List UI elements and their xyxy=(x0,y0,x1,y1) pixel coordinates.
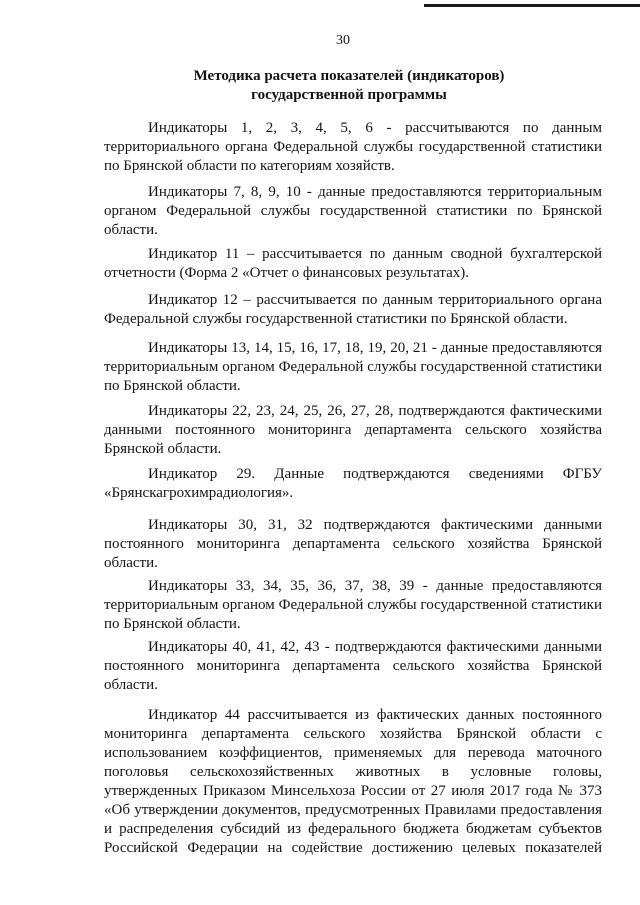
paragraph xyxy=(104,119,602,176)
paragraph-line: по Брянской области. xyxy=(104,378,241,394)
paragraph-line: Индикаторы 1, 2, 3, 4, 5, 6 - рассчитываются по данным xyxy=(148,120,602,136)
paragraph-line: использованием коэффициентов, применяемых для перевода маточного xyxy=(104,745,602,761)
paragraph xyxy=(104,339,602,396)
paragraph-line: утвержденных Приказом Минсельхоза России от 27 июля 2017 года № 373 xyxy=(104,783,602,799)
paragraph-line: области. xyxy=(104,677,158,693)
paragraph-line: Индикатор 44 рассчитывается из фактических данных постоянного xyxy=(148,707,602,723)
paragraph-line: территориального органа Федеральной службы государственной статистики xyxy=(104,139,602,155)
paragraph xyxy=(104,245,602,283)
paragraph xyxy=(104,516,602,573)
paragraph xyxy=(104,706,602,858)
paragraph-line: данными постоянного мониторинга департамента сельского хозяйства xyxy=(104,422,602,438)
paragraph-line: Федеральной службы государственной статистики по Брянской области. xyxy=(104,311,568,327)
document-title xyxy=(0,67,640,105)
paragraph-line: Индикатор 12 – рассчитывается по данным территориального органа xyxy=(148,292,602,308)
paragraph-line: органом Федеральной службы государственной статистики по Брянской xyxy=(104,203,602,219)
paragraph-line: Индикаторы 22, 23, 24, 25, 26, 27, 28, подтверждаются фактическими xyxy=(148,403,602,419)
paragraph-line: отчетности (Форма 2 «Отчет о финансовых результатах). xyxy=(104,265,470,281)
paragraph xyxy=(104,183,602,240)
paragraph-line: «Брянскагрохимрадиология». xyxy=(104,485,294,501)
paragraph-line: Российской Федерации на содействие достижению целевых показателей xyxy=(104,840,602,856)
page-number: 30 xyxy=(336,33,350,48)
paragraph-line: и распределения субсидий из федерального бюджета бюджетам субъектов xyxy=(104,821,602,837)
title-line-1: Методика расчета показателей (индикаторов) xyxy=(193,68,505,84)
paragraph-line: мониторинга департамента сельского хозяйства Брянской области с xyxy=(104,726,602,742)
paragraph-line: «Об утверждении документов, предусмотренных Правилами предоставления xyxy=(104,802,602,818)
paragraph-line: Индикаторы 30, 31, 32 подтверждаются фактическими данными xyxy=(148,517,602,533)
paragraph-line: области. xyxy=(104,222,158,238)
paragraph-line: Брянской области. xyxy=(104,441,222,457)
paragraph-line: Индикаторы 13, 14, 15, 16, 17, 18, 19, 20, 21 - данные предоставляются xyxy=(148,340,602,356)
paragraph-line: Индикаторы 7, 8, 9, 10 - данные предоставляются территориальным xyxy=(148,184,602,200)
paragraph-line: постоянного мониторинга департамента сельского хозяйства Брянской xyxy=(104,658,602,674)
top-edge-line xyxy=(424,4,640,7)
paragraph xyxy=(104,577,602,634)
paragraph-line: по Брянской области по категориям хозяйств. xyxy=(104,158,395,174)
paragraph xyxy=(104,402,602,459)
paragraph-line: по Брянской области. xyxy=(104,616,241,632)
paragraph-line: Индикаторы 33, 34, 35, 36, 37, 38, 39 - данные предоставляются xyxy=(148,578,602,594)
paragraph-line: поголовья сельскохозяйственных животных в условные головы, xyxy=(104,764,602,780)
paragraph-line: территориальным органом Федеральной службы государственной статистики xyxy=(104,359,602,375)
paragraph xyxy=(104,638,602,695)
paragraph-line: территориальным органом Федеральной службы государственной статистики xyxy=(104,597,602,613)
paragraph-line: Индикатор 11 – рассчитывается по данным сводной бухгалтерской xyxy=(148,246,602,262)
paragraph-line: постоянного мониторинга департамента сельского хозяйства Брянской xyxy=(104,536,602,552)
title-line-2: государственной программы xyxy=(251,87,447,103)
paragraph-line: Индикаторы 40, 41, 42, 43 - подтверждаются фактическими данными xyxy=(148,639,602,655)
paragraph xyxy=(104,291,602,329)
paragraph-line: Индикатор 29. Данные подтверждаются сведениями ФГБУ xyxy=(148,466,602,482)
paragraph-line: области. xyxy=(104,555,158,571)
paragraph xyxy=(104,465,602,503)
